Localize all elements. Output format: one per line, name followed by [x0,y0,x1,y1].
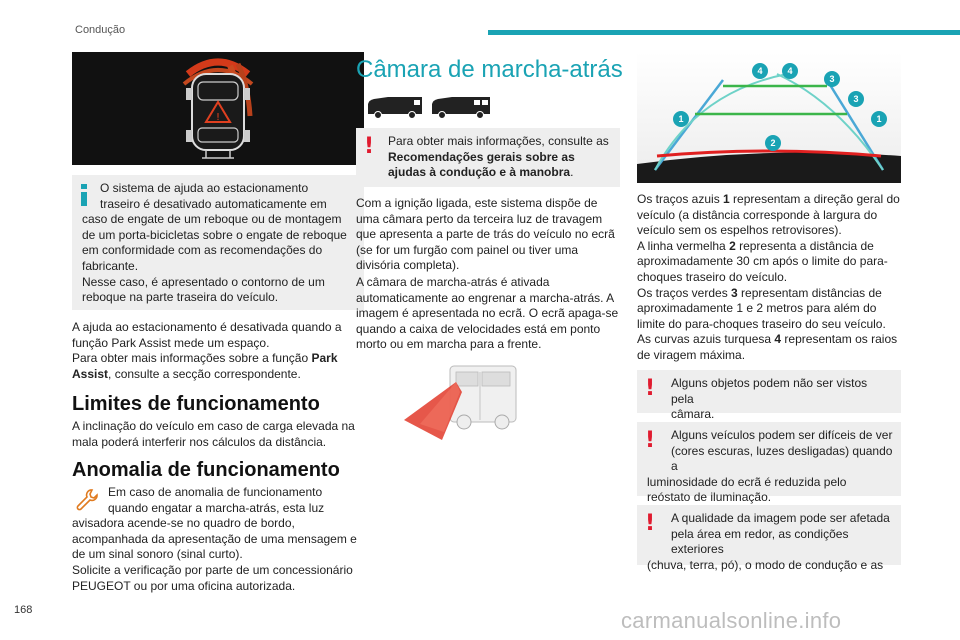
callout-1b: 1 [876,114,882,124]
camera-guidelines-diagram [637,52,901,183]
warning-icon: ! [645,428,656,453]
desc-blue-num: 1 [723,192,730,206]
warn-c-rest: (chuva, terra, pó), o modo de condução e as [647,557,884,572]
warn-b-line-2: (cores escuras, luzes desligadas) quando a [671,443,893,474]
info-icon [81,184,87,206]
van-icon-1 [368,97,422,119]
park-assist-ref [72,351,364,382]
wrench-icon [74,487,100,513]
anomaly-paragraph-2: Solicite a verificação por parte de um concessionário PEUGEOT ou por uma oficina autorizada. [72,562,353,593]
info-rest: caso de engate de um reboque ou de montagem de um porta-bicicletas sobre o engate de reboque em conformidade com as recomendações do fabricante. [82,212,347,273]
van-icons [366,94,496,120]
anomaly-line-2: quando engatar a marcha-atrás, esta luz [108,500,325,515]
warn-a-line-1: Alguns objetos podem não ser vistos pela [671,376,868,406]
desc-blue-post: representam a direção geral do veículo (a distância corresponde à largura do veículo sem os espelhos retrovisores). [637,192,900,238]
warning-objects [637,370,901,422]
desc-red [637,239,903,286]
svg-text:!: ! [215,112,221,123]
info-line-2: traseiro é desativado automaticamente em [100,196,327,211]
desc-red-num: 2 [729,238,736,253]
warning-recommendations [356,128,620,187]
page-number: 168 [14,604,33,616]
camera-paragraph-2: A câmara de marcha-atrás é ativada automaticamente ao engrenar a marcha-atrás. A imagem é apresentada no ecrã. O ecrã apaga-se quando a caixa de velocidades está em ponto morto ou em marcha para a frente. [356,275,619,352]
desc-turq-pre: As curvas azuis turquesa [637,332,775,347]
callout-4b: 4 [787,66,793,76]
info-line-1: O sistema de ajuda ao estacionamento [100,181,309,195]
van-camera-illustration [400,362,520,442]
heading-limits: Limites de funcionamento [72,393,320,415]
warn1-line-1: Para obter mais informações, consulte as [388,134,609,148]
limits-paragraph: A inclinação do veículo em caso de carga elevada na mala poderá interferir nos cálculos da distância. [72,419,355,449]
callout-3a: 3 [829,74,835,84]
desc-turquoise [637,332,903,363]
anomaly-block [72,485,364,594]
warn-a-line-2: câmara. [671,407,715,422]
anomaly-line-1: Em caso de anomalia de funcionamento [108,485,323,499]
warn1-post: . [570,165,574,180]
warning-image-quality [637,505,901,572]
info-line-b2: reboque na parte traseira do veículo. [82,290,279,305]
warn1-bold: Recomendações gerais sobre as ajudas à condução e à manobra [388,149,575,180]
warn-b-line-1: Alguns veículos podem ser difíceis de ver [671,428,893,442]
page-title-camera: Câmara de marcha-atrás [356,56,623,83]
callout-3b: 3 [853,94,859,104]
car-top-view-illustration [72,52,364,165]
desc-blue [637,192,903,239]
desc-red-pre: A linha vermelha [637,238,730,253]
camera-paragraph-1: Com a ignição ligada, este sistema dispõe de uma câmara perto da terceira luz de travagem que apresenta a parte de trás do veículo no ecrã (se for um furgão com painel ou tiver uma divisória completa). [356,196,615,273]
desc-turq-num: 4 [774,332,782,347]
warn-c-line-1: A qualidade da imagem pode ser afetada [671,511,890,525]
info-note-trailer [72,175,364,310]
desc-green-pre: Os traços verdes [637,285,732,300]
park-ref-pre: Para obter mais informações sobre a função [72,351,312,366]
running-header: Condução [75,24,126,36]
desc-turq-post: representam os raios de viragem máxima. [637,332,898,362]
desc-blue-pre: Os traços azuis [637,192,724,206]
warning-dark-vehicles [637,422,901,505]
guidelines-description [637,192,903,364]
desc-red-post: representa a distância de aproximadamente 30 cm após o limite do para-choques traseiro do veículo. [637,238,888,284]
warn-b-rest: luminosidade do ecrã é reduzida pelo reóstato de iluminação. [647,474,847,505]
warning-icon: ! [645,376,656,401]
desc-green-num: 3 [731,285,738,300]
warning-icon: ! [364,134,375,159]
callout-2: 2 [770,138,776,148]
anomaly-rest: avisadora acende-se no quadro de bordo, acompanhada da apresentação de uma mensagem e de um sinal sonoro (sinal curto). [72,516,357,562]
park-ref-bold: Park Assist [72,351,338,381]
desc-green-post: representam distâncias de aproximadamente 1 e 2 metros para além do limite do para-choques traseiro do seu veículo. [637,285,886,331]
park-assist-text: A ajuda ao estacionamento é desativada quando a função Park Assist mede um espaço. [72,320,342,350]
desc-green [637,286,903,333]
parking-sensor-image [72,52,364,165]
callout-4a: 4 [757,66,763,76]
info-line-b1: Nesse caso, é apresentado o contorno de um [82,274,325,289]
warn-c-line-2: pela área em redor, as condições exteriores [671,526,849,557]
park-ref-post: , consulte a secção correspondente. [108,366,301,381]
warn1-rest [366,150,612,181]
heading-anomaly: Anomalia de funcionamento [72,459,340,481]
park-assist-paragraph [72,320,364,382]
van-icon-2 [432,97,490,119]
callout-1a: 1 [678,114,684,124]
header-accent-bar [488,30,960,35]
watermark-text: carmanualsonline.info [621,608,842,633]
warning-icon: ! [645,511,656,536]
rear-camera-view-image [637,52,901,183]
